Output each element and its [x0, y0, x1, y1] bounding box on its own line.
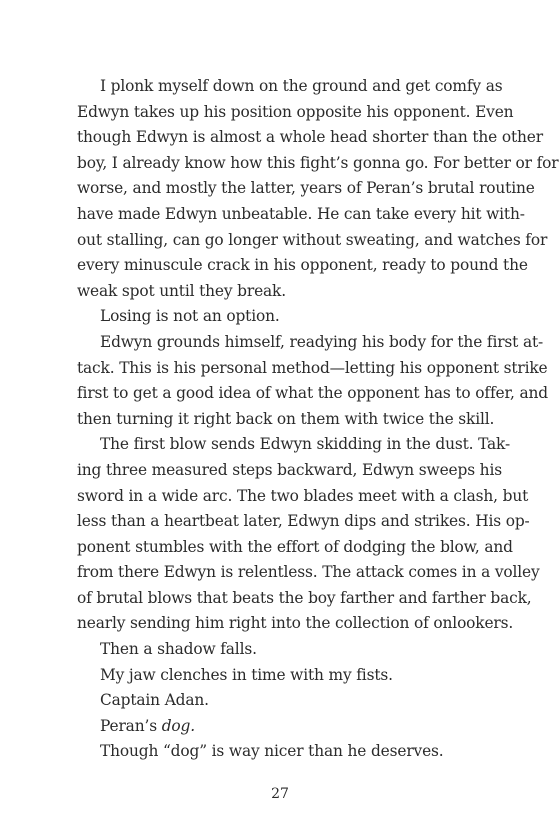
text-line-content: then turning it right back on them with twice the skill. [77, 409, 495, 428]
text-line [77, 330, 544, 356]
text-line-content: sword in a wide arc. The two blades meet with a clash, but [77, 486, 529, 505]
text-line-content: nearly sending him right into the collection of onlookers. [77, 614, 514, 633]
text-line [77, 228, 548, 254]
text-line [77, 586, 532, 612]
text-line [77, 381, 548, 407]
text-line-content: Losing is not an option. [100, 307, 280, 326]
text-line [77, 100, 514, 126]
text-line-content: My jaw clenches in time with my fists. [100, 665, 393, 684]
text-line-content: ing three measured steps backward, Edwyn sweeps his [77, 460, 502, 479]
text-line [77, 688, 485, 714]
text-line [77, 176, 535, 202]
text-line [77, 356, 548, 382]
text-line [77, 279, 485, 305]
body-text [77, 74, 559, 765]
text-line [77, 739, 485, 765]
text-line-content: I plonk myself down on the ground and get comfy as [100, 77, 503, 95]
text-line-content: Captain Adan. [100, 691, 209, 710]
text-line-content: tack. This is his personal method—letting his opponent strike [77, 358, 548, 377]
text-line-content: Peran’s [100, 716, 162, 735]
text-line [77, 560, 540, 586]
text-line-content: Edwyn grounds himself, readying his body for the first at- [100, 332, 544, 351]
text-line [77, 253, 528, 279]
text-line-content: Edwyn takes up his position opposite his opponent. Even [77, 102, 514, 121]
text-line [77, 432, 510, 458]
text-line [77, 151, 559, 177]
text-line [77, 125, 543, 151]
page-number: 27 [271, 786, 289, 802]
text-line-content: ponent stumbles with the effort of dodging the blow, and [77, 537, 513, 556]
text-line-content: from there Edwyn is relentless. The attack comes in a volley [77, 563, 540, 582]
text-line-content: Then a shadow falls. [100, 640, 257, 659]
text-line-content: out stalling, can go longer without sweating, and watches for [77, 230, 548, 249]
text-line [77, 637, 485, 663]
text-line [77, 407, 495, 433]
text-line-content: The first blow sends Edwyn skidding in the dust. Tak- [100, 435, 510, 454]
text-line [77, 509, 530, 535]
text-line-content: every minuscule crack in his opponent, ready to pound the [77, 256, 528, 275]
text-line [77, 304, 485, 330]
text-line-content: less than a heartbeat later, Edwyn dips and strikes. His op- [77, 512, 530, 531]
text-line [77, 458, 502, 484]
text-line-content: have made Edwyn unbeatable. He can take every hit with- [77, 204, 525, 223]
emphasized-word: dog. [161, 716, 195, 735]
text-line-content: first to get a good idea of what the opponent has to offer, and [77, 384, 548, 403]
text-line-content: worse, and mostly the latter, years of Peran’s brutal routine [77, 179, 535, 198]
text-line-content: though Edwyn is almost a whole head shorter than the other [77, 128, 543, 147]
text-line [77, 714, 485, 740]
text-line [77, 611, 514, 637]
text-line-content: Though “dog” is way nicer than he deserves. [100, 742, 444, 761]
text-line [77, 535, 513, 561]
text-line [77, 202, 525, 228]
text-line [77, 74, 503, 100]
text-line-content: of brutal blows that beats the boy farther and farther back, [77, 588, 532, 607]
text-line [77, 663, 485, 689]
text-line-content: weak spot until they break. [77, 281, 286, 300]
text-line-content: boy, I already know how this fight’s gonna go. For better or for [77, 153, 559, 172]
text-line [77, 484, 529, 510]
